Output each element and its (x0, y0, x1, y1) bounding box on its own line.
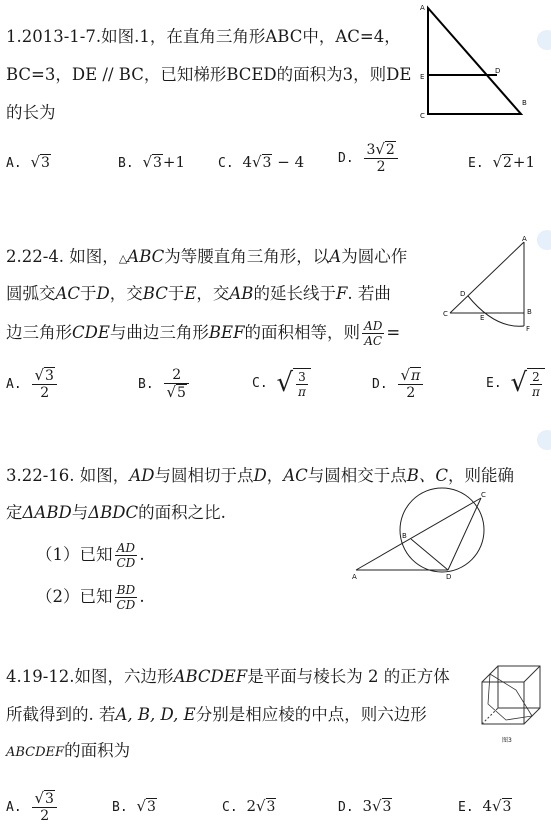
coef: 4 (242, 153, 252, 171)
option-label: C. (222, 800, 238, 815)
q2-option-c[interactable] (252, 368, 311, 398)
q2-arc-figure (440, 234, 540, 344)
q4-cube-figure (476, 660, 546, 755)
q1-option-a[interactable] (6, 152, 51, 174)
option-tail: +1 (162, 153, 186, 171)
q4-line-2: 所截得到的. 若A, B, D, E分别是相应棱的中点，则六边形 (6, 705, 427, 724)
option-label: E. (458, 800, 474, 815)
q4-line-1: 4.19-12.如图，六边形ABCDEF是平面与棱长为 2 的正方体 (6, 667, 450, 686)
sqrt-fraction: √ $\frac{2}{\pi}$ (510, 368, 544, 398)
label-b: B (527, 308, 532, 316)
label-a: A (522, 235, 527, 243)
option-label: B. (118, 156, 134, 171)
q2-option-b[interactable] (138, 368, 191, 400)
option-label: E. (486, 376, 502, 391)
label-b: B (522, 99, 527, 107)
watermark-icon (533, 0, 551, 90)
sqrt-expression: √2 (492, 153, 512, 171)
option-label: D. (338, 151, 354, 166)
watermark-icon (533, 200, 551, 290)
q2-line-3: 边三角形CDE与曲边三角形BEF的面积相等，则 $\frac{AD}{AC}$ = (6, 319, 401, 348)
sqrt-expression: √3 (251, 153, 272, 171)
q4-line-3: ABCDEF的面积为 (6, 741, 131, 760)
fraction: $\frac{√\pi}{2}$ (398, 368, 423, 400)
option-label: E. (468, 156, 484, 171)
option-label: A. (6, 377, 22, 392)
label-a: A (352, 573, 357, 581)
label-d: D (495, 67, 501, 75)
q1-line-1: 1.2013-1-7.如图.1，在直角三角形ABC中，AC=4， (6, 27, 401, 46)
sqrt-expression: √3 (136, 797, 156, 815)
q4-option-a[interactable] (6, 791, 59, 823)
sqrt-expression: √3 (30, 153, 50, 171)
q1-line-2: BC=3，DE // BC，已知梯形BCED的面积为3，则DE (6, 65, 412, 84)
fraction: $\frac{3√2}{2}$ (364, 142, 397, 174)
q2-line-1: 2.22-4. 如图，△ABC为等腰直角三角形，以A为圆心作 (6, 247, 408, 266)
sqrt-expression: √3 (371, 797, 392, 815)
option-label: C. (218, 156, 234, 171)
option-label: B. (138, 377, 154, 392)
label-e: E (480, 314, 485, 322)
label-e: E (420, 73, 425, 81)
figure-caption: 图3 (502, 737, 512, 744)
option-label: D. (372, 377, 388, 392)
q4-option-d[interactable]: D. 3√3 (338, 797, 392, 815)
label-c: C (481, 491, 486, 499)
sqrt-expression: √3 (491, 797, 512, 815)
q1-option-b[interactable] (118, 152, 185, 174)
q2-option-a[interactable] (6, 368, 59, 400)
sqrt-expression: √3 (142, 153, 162, 171)
q3-sub-1: （1）已知 $\frac{AD}{CD}$ . (36, 541, 145, 570)
q2-option-e[interactable] (486, 368, 545, 398)
q2-line-2: 圆弧交AC于D，交BC于E，交AB的延长线于F. 若曲 (6, 284, 391, 303)
label-c: C (420, 112, 425, 120)
q1-option-c[interactable] (218, 152, 304, 174)
option-label: A. (6, 800, 22, 815)
sqrt-fraction: √ $\frac{3}{\pi}$ (276, 368, 310, 398)
q3-line-1: 3.22-16. 如图，AD与圆相切于点D，AC与圆相交于点B、C，则能确 (6, 466, 514, 485)
q3-circle-figure (350, 490, 500, 590)
option-tail: +1 (512, 153, 536, 171)
q4-option-b[interactable] (112, 796, 157, 818)
option-label: B. (112, 800, 128, 815)
q1-triangle-figure (418, 2, 530, 120)
q3-line-2: 定ΔABD与ΔBDC的面积之比. (6, 503, 226, 522)
label-d: D (460, 290, 466, 298)
watermark-icon (533, 400, 551, 490)
option-label: D. (338, 800, 354, 815)
q2-option-d[interactable] (372, 368, 425, 400)
fraction-ad-ac: $\frac{AD}{AC}$ (364, 319, 383, 348)
fraction: $\frac{√3}{2}$ (32, 368, 56, 400)
q3-sub-2: （2）已知 $\frac{BD}{CD}$ . (36, 583, 145, 612)
q1-option-d[interactable] (338, 142, 400, 174)
fraction: $\frac{2}{√5}$ (164, 368, 188, 400)
option-label: A. (6, 156, 22, 171)
label-f: F (526, 325, 531, 333)
fraction: $\frac{√3}{2}$ (32, 791, 56, 823)
label-b: B (402, 532, 407, 540)
option-tail: − 4 (272, 153, 305, 171)
label-d: D (446, 573, 452, 581)
sqrt-expression: √3 (255, 797, 276, 815)
label-c: C (443, 310, 448, 318)
q4-option-e[interactable]: E. 4√3 (458, 797, 512, 815)
label-a: A (420, 4, 425, 12)
q1-option-e[interactable] (468, 152, 535, 174)
q4-option-c[interactable]: C. 2√3 (222, 797, 276, 815)
q1-line-3: 的长为 (6, 103, 56, 122)
option-label: C. (252, 376, 268, 391)
